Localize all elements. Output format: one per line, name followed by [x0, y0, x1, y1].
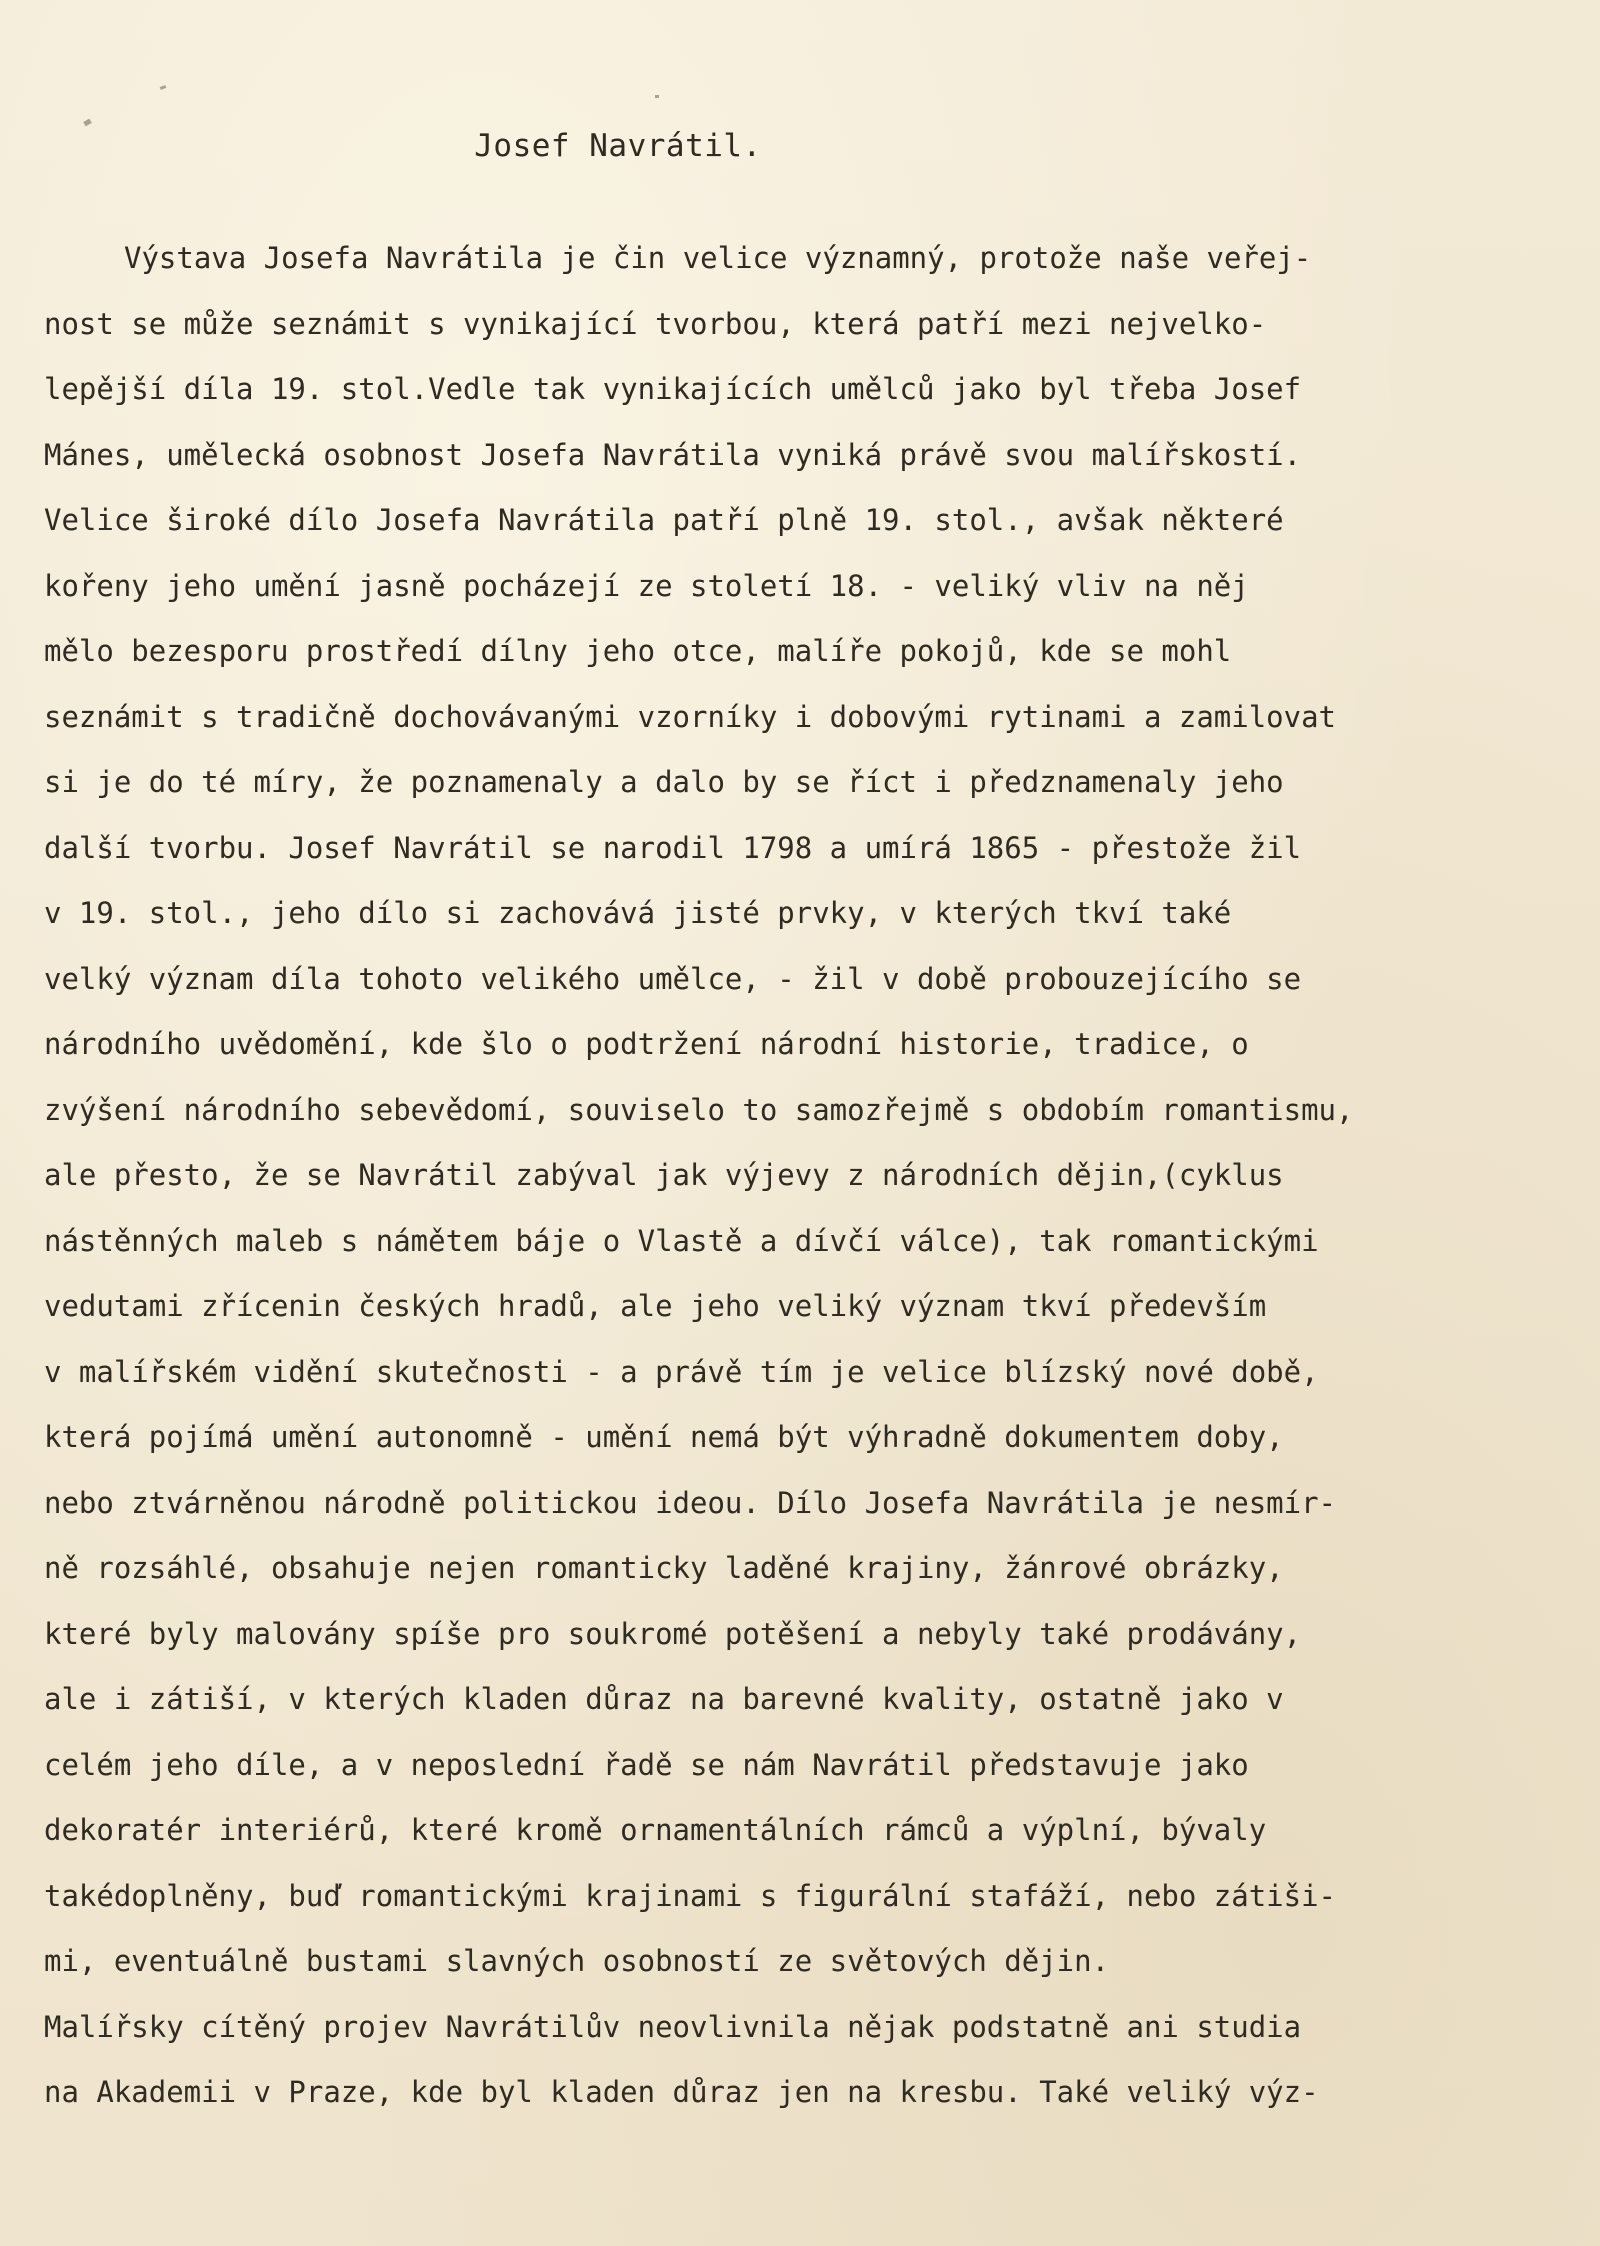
- text-line: nebo ztvárněnou národně politickou ideou. Dílo Josefa Navrátila je nesmír-: [44, 1485, 1337, 1520]
- text-line: si je do té míry, že poznamenaly a dalo by se říct i předznamenaly jeho: [44, 765, 1284, 799]
- page-title: Josef Navrátil.: [474, 128, 762, 164]
- ink-speck: [655, 95, 659, 98]
- text-line: kořeny jeho umění jasně pocházejí ze století 18. - veliký vliv na něj: [44, 568, 1249, 603]
- text-line: nost se může seznámit s vynikající tvorbou, která patří mezi nejvelko-: [44, 306, 1267, 341]
- text-line: v malířském vidění skutečnosti - a právě tím je velice blízský nové době,: [44, 1354, 1319, 1389]
- text-line: dekoratér interiérů, které kromě ornamentálních rámců a výplní, bývaly: [44, 1813, 1267, 1847]
- text-line: vedutami zřícenin českých hradů, ale jeho veliký význam tkví především: [44, 1289, 1267, 1323]
- text-line: Malířsky cítěný projev Navrátilův neovlivnila nějak podstatně ani studia: [44, 2009, 1302, 2044]
- text-line: ně rozsáhlé, obsahuje nejen romanticky laděné krajiny, žánrové obrázky,: [44, 1551, 1284, 1585]
- text-line: takédoplněny, buď romantickými krajinami s figurální stafáží, nebo zátiši-: [44, 1878, 1337, 1913]
- text-line: ale přesto, že se Navrátil zabýval jak výjevy z národních dějin,(cyklus: [44, 1158, 1284, 1192]
- text-line: velký význam díla tohoto velikého umělce, - žil v době probouzejícího se: [44, 961, 1302, 996]
- ink-speck: [160, 85, 167, 90]
- text-line: další tvorbu. Josef Navrátil se narodil 1798 a umírá 1865 - přestože žil: [44, 830, 1302, 865]
- text-line: v 19. stol., jeho dílo si zachovává jisté prvky, v kterých tkví také: [44, 896, 1232, 930]
- text-line: mělo bezesporu prostředí dílny jeho otce, malíře pokojů, kde se mohl: [44, 634, 1232, 668]
- body-text: [44, 226, 1564, 2126]
- text-line: seznámit s tradičně dochovávanými vzorníky i dobovými rytinami a zamilovat: [44, 699, 1337, 734]
- text-line: národního uvědomění, kde šlo o podtržení národní historie, tradice, o: [44, 1027, 1249, 1061]
- ink-speck: [83, 119, 92, 127]
- text-line: nástěnných maleb s námětem báje o Vlastě a dívčí válce), tak romantickými: [44, 1223, 1319, 1258]
- text-line: Velice široké dílo Josefa Navrátila patří plně 19. stol., avšak některé: [44, 503, 1284, 537]
- text-line: která pojímá umění autonomně - umění nemá být výhradně dokumentem doby,: [44, 1420, 1284, 1454]
- text-line: celém jeho díle, a v neposlední řadě se nám Navrátil představuje jako: [44, 1747, 1249, 1782]
- text-line: Výstava Josefa Navrátila je čin velice významný, protože naše veřej-: [124, 241, 1312, 275]
- text-line: na Akademii v Praze, kde byl kladen důraz jen na kresbu. Také veliký výz-: [44, 2075, 1319, 2109]
- text-line: mi, eventuálně bustami slavných osobností ze světových dějin.: [44, 1944, 1110, 1978]
- text-line: lepější díla 19. stol.Vedle tak vynikajících umělců jako byl třeba Josef: [44, 372, 1302, 406]
- text-line: Mánes, umělecká osobnost Josefa Navrátila vyniká právě svou malířskostí.: [44, 437, 1302, 472]
- text-line: zvýšení národního sebevědomí, souviselo to samozřejmě s obdobím romantismu,: [44, 1092, 1354, 1127]
- text-line: ale i zátiší, v kterých kladen důraz na barevné kvality, ostatně jako v: [44, 1682, 1284, 1716]
- text-line: které byly malovány spíše pro soukromé potěšení a nebyly také prodávány,: [44, 1616, 1302, 1651]
